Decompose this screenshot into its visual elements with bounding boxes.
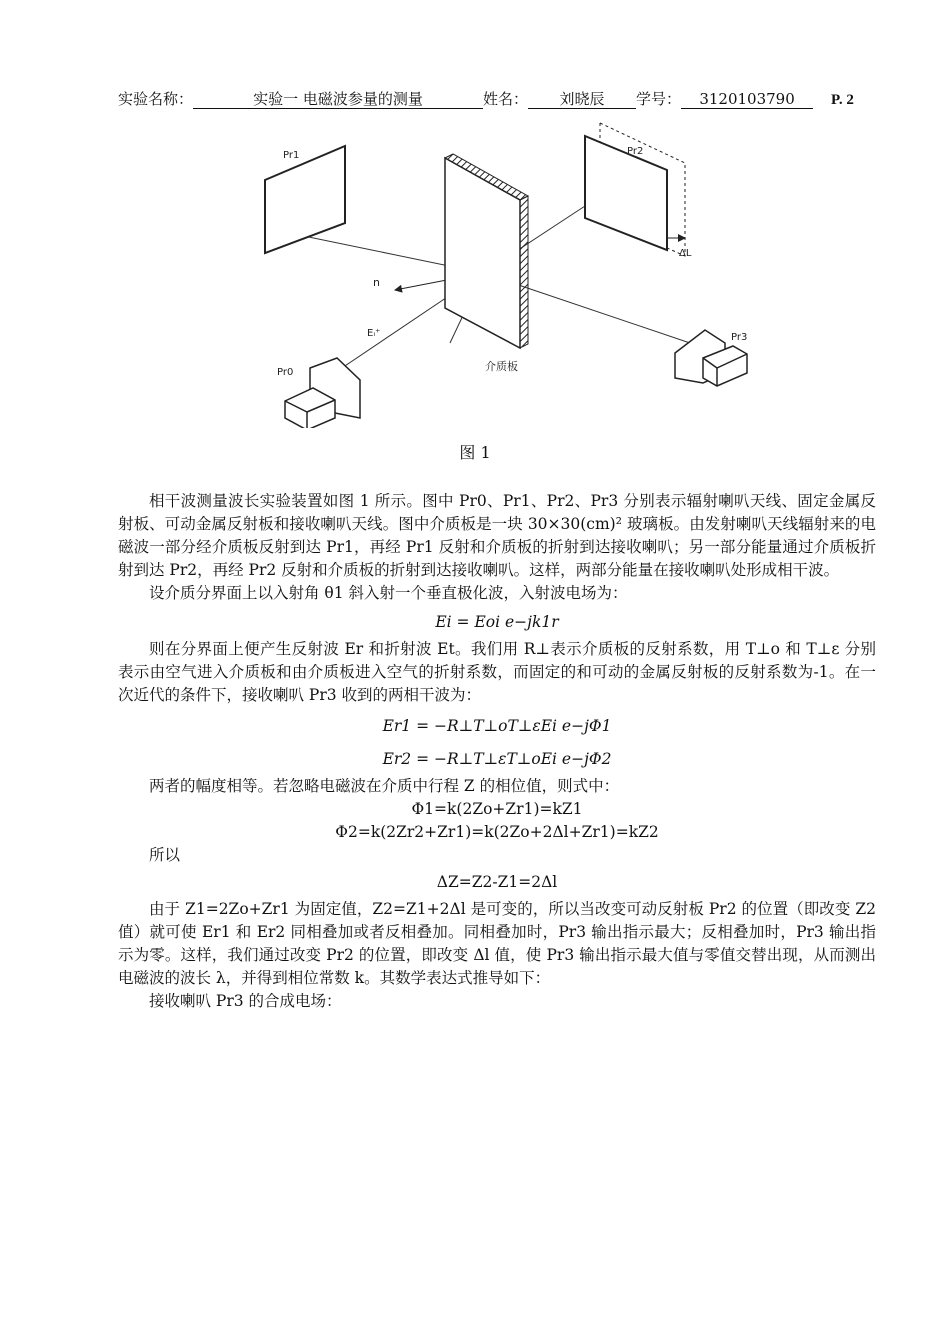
experiment-name-label: 实验名称： <box>118 90 194 108</box>
equation-er1: Er1 = −R⊥T⊥oT⊥εEi e−jΦ1 <box>382 717 612 735</box>
paragraph-1: 相干波测量波长实验装置如图 1 所示。图中 Pr0、Pr1、Pr2、Pr3 分别表示辐射喇叭天线、固定金属反射板、可动金属反射板和接收喇叭天线。图中介质板是一块 30×30(cm)² 玻璃板。由发射喇叭天线辐射来的电磁波一部分经介质板反射到达 Pr1，再经 Pr1 反射和介质板的折射到达接收喇叭；另一部分能量通过介质板折射到达 Pr2，再经 Pr2 反射和介质板的折射到达接收喇叭。这样，两部分能量在接收喇叭处形成相干波。 <box>118 492 876 579</box>
apparatus-diagram <box>255 118 755 428</box>
paragraph-4: 两者的幅度相等。若忽略电磁波在介质中行程 Z 的相位值，则式中： <box>149 777 620 795</box>
equation-delta-z: ΔZ=Z2-Z1=2Δl <box>436 873 558 891</box>
paragraph-7: 接收喇叭 Pr3 的合成电场： <box>149 992 342 1010</box>
transmitting-horn-pr0 <box>285 358 360 428</box>
label-delta-l: ΔL <box>679 248 692 259</box>
label-pr2: Pr2 <box>627 146 644 157</box>
paragraph-2: 设介质分界面上以入射角 θ1 斜入射一个垂直极化波，入射波电场为： <box>149 584 628 602</box>
paragraph-5: 所以 <box>149 846 181 864</box>
student-id-value: 3120103790 <box>681 91 813 109</box>
paragraph-3: 则在分界面上便产生反射波 Er 和折射波 Et。我们用 R⊥表示介质板的反射系数，用 T⊥o 和 T⊥ε 分别表示由空气进入介质板和由介质板进入空气的折射系数，而固定的和可动的金属反射板的反射系数为-1。在一次近代的条件下，接收喇叭 Pr3 收到的两相干波为： <box>118 640 876 704</box>
movable-reflector-pr2 <box>585 136 667 250</box>
body-text <box>118 490 876 1013</box>
page-header <box>118 88 854 109</box>
page-number: P. 2 <box>831 92 854 108</box>
label-incident-field: Eᵢ⁺ <box>367 328 381 339</box>
student-id-label: 学号： <box>636 90 682 108</box>
label-dielectric-plate: 介质板 <box>485 360 518 373</box>
equation-incident-field: Ei = Eoi e−jk1r <box>435 613 559 631</box>
equation-er2: Er2 = −R⊥T⊥εT⊥oEi e−jΦ2 <box>382 750 612 768</box>
plate-side-edge <box>520 196 528 348</box>
student-name-value: 刘晓辰 <box>528 91 636 109</box>
label-pr0: Pr0 <box>277 367 294 378</box>
equation-phi2: Φ2=k(2Zr2+Zr1)=k(2Zo+2Δl+Zr1)=kZ2 <box>335 823 659 841</box>
fixed-reflector-pr1 <box>265 146 345 253</box>
label-pr3: Pr3 <box>731 332 748 343</box>
equation-phi1: Φ1=k(2Zo+Zr1)=kZ1 <box>411 800 583 818</box>
label-pr1: Pr1 <box>283 150 300 161</box>
label-normal: n <box>373 276 380 289</box>
student-name-label: 姓名： <box>483 90 529 108</box>
figure-caption: 图 1 <box>459 443 491 462</box>
paragraph-6: 由于 Z1=2Zo+Zr1 为固定值，Z2=Z1+2Δl 是可变的，所以当改变可动反射板 Pr2 的位置（即改变 Z2 值）就可使 Er1 和 Er2 同相叠加或者反相叠加。同相叠加时，Pr3 输出指示最大；反相叠加时，Pr3 输出指示为零。这样，我们通过改变 Pr2 的位置，即改变 Δl 值，使 Pr3 输出指示最大值与零值交替出现，从而测出电磁波的波长 λ，并得到相位常数 k。其数学表达式推导如下： <box>118 900 876 987</box>
experiment-name-value: 实验一 电磁波参量的测量 <box>193 91 483 109</box>
